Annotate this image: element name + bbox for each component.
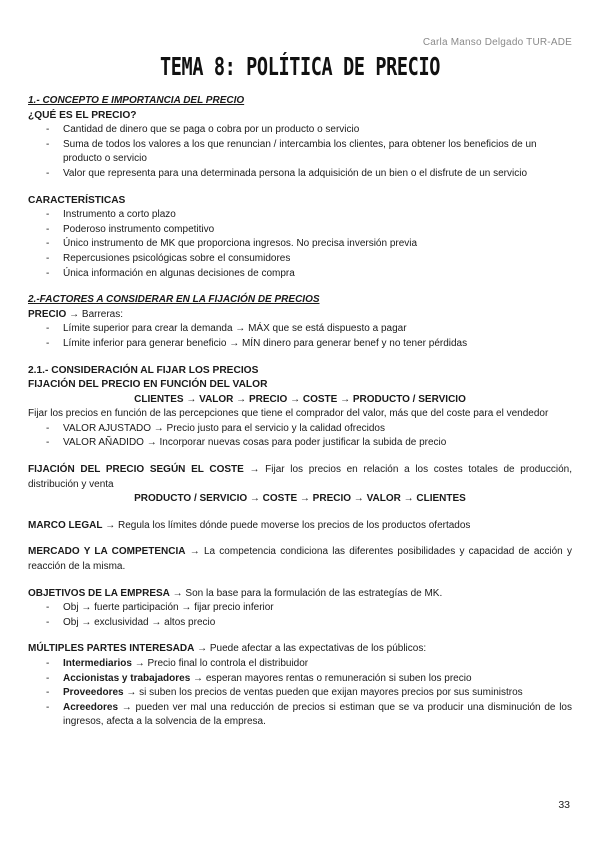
precio-label: PRECIO xyxy=(28,308,67,320)
stakeholders-list xyxy=(28,657,572,730)
stakeholder-text: → si suben los precios de ventas pueden que exijan mayores precios por sus suministros xyxy=(123,687,523,699)
characteristics-heading: CARACTERÍSTICAS xyxy=(28,194,126,206)
stakeholder-label: Acreedores xyxy=(63,701,119,713)
objetivos-paragraph xyxy=(28,587,572,602)
precio-line xyxy=(28,308,572,323)
stakeholder-label: Intermediarios xyxy=(63,658,132,669)
valor-list xyxy=(28,422,572,451)
list-item xyxy=(28,701,572,730)
objetivos-list xyxy=(28,601,572,630)
objetivos-text: → Son la base para la formulación de las estrategías de MK. xyxy=(169,587,443,599)
list-item: - Poderoso instrumento competitivo xyxy=(28,223,572,238)
page-number: 33 xyxy=(558,799,570,811)
list-item: - Límite inferior para generar beneficio → MÍN dinero para generar benef y no tener pérdidas xyxy=(28,337,572,352)
stakeholder-text: → esperan mayores rentas o remuneración si suben los precio xyxy=(190,672,472,684)
stakeholder-label: Accionistas y trabajadores xyxy=(63,672,191,684)
mercado-label: MERCADO Y LA COMPETENCIA xyxy=(28,546,186,558)
coste-paragraph xyxy=(28,463,572,492)
list-item: - Obj → exclusividad → altos precio xyxy=(28,616,572,631)
multiples-paragraph xyxy=(28,642,572,657)
section-heading-2-1: 2.1.- CONSIDERACIÓN AL FIJAR LOS PRECIOS xyxy=(28,364,259,376)
list-item: - Límite superior para crear la demanda → MÁX que se está dispuesto a pagar xyxy=(28,322,572,337)
list-item: - VALOR AJUSTADO → Precio justo para el servicio y la calidad ofrecidos xyxy=(28,422,572,437)
mercado-paragraph xyxy=(28,545,572,574)
valor-heading: FIJACIÓN DEL PRECIO EN FUNCIÓN DEL VALOR xyxy=(28,379,268,391)
multiples-label: MÚLTIPLES PARTES INTERESADA xyxy=(28,643,195,655)
precio-text: → Barreras: xyxy=(66,308,124,320)
author-name: Carla Manso Delgado TUR-ADE xyxy=(422,37,572,48)
coste-text: → Fijar los precios en relación a los costes totales de producción, distribución y venta xyxy=(28,464,572,490)
marco-label: MARCO LEGAL xyxy=(28,519,103,531)
list-item: - Único instrumento de MK que proporciona ingresos. No precisa inversión previa xyxy=(28,237,572,252)
mercado-text: → La competencia condiciona las diferentes posibilidades y capacidad de acción y reacción de la misma. xyxy=(28,546,572,573)
stakeholder-text: → Precio final lo controla el distribuidor xyxy=(131,658,309,669)
list-item: - Valor que representa para una determinada persona la adquisición de un bien o el disfrute de un servicio xyxy=(28,167,572,182)
valor-text: Fijar los precios en función de las percepciones que tiene el comprador del valor, más que del coste para el vendedor xyxy=(28,408,549,420)
question-heading: ¿QUÉ ES EL PRECIO? xyxy=(28,109,137,121)
marco-text: → Regula los límites dónde puede moverse los precios de los productos ofertados xyxy=(102,519,471,531)
marco-paragraph xyxy=(28,519,572,534)
definition-list xyxy=(28,123,572,181)
list-item: - Repercusiones psicológicas sobre el consumidores xyxy=(28,252,572,267)
stakeholder-text: → pueden ver mal una reducción de precios si estiman que se va producir una disminución de los ingresos, afecta a la solvencia de la empresa. xyxy=(63,701,572,728)
list-item: - VALOR AÑADIDO → Incorporar nuevas cosas para poder justificar la subida de precio xyxy=(28,436,572,451)
section-heading-2: 2.-FACTORES A CONSIDERAR EN LA FIJACIÓN DE PRECIOS xyxy=(28,294,320,306)
characteristics-list xyxy=(28,208,572,281)
list-item xyxy=(28,672,572,687)
document-body xyxy=(28,94,572,730)
barriers-list xyxy=(28,322,572,351)
valor-chain: CLIENTES → VALOR → PRECIO → COSTE → PRODUCTO / SERVICIO xyxy=(134,393,466,405)
list-item: - Obj → fuerte participación → fijar precio inferior xyxy=(28,601,572,616)
section-heading-1: 1.- CONCEPTO E IMPORTANCIA DEL PRECIO xyxy=(28,95,245,106)
objetivos-label: OBJETIVOS DE LA EMPRESA xyxy=(28,587,170,599)
stakeholder-label: Proveedores xyxy=(63,687,124,699)
page-title: TEMA 8: POLÍTICA DE PRECIO xyxy=(160,52,440,81)
list-item: - Única información en algunas decisiones de compra xyxy=(28,267,572,282)
list-item: - Suma de todos los valores a los que renuncian / intercambia los clientes, para obtener los beneficios de un producto o servicio xyxy=(28,138,572,167)
multiples-text: → Puede afectar a las expectativas de los públicos: xyxy=(194,643,427,655)
list-item xyxy=(28,657,572,672)
list-item xyxy=(28,686,572,701)
coste-chain: PRODUCTO / SERVICIO → COSTE → PRECIO → VALOR → CLIENTES xyxy=(134,493,466,505)
coste-label: FIJACIÓN DEL PRECIO SEGÚN EL COSTE xyxy=(28,464,244,476)
list-item: - Instrumento a corto plazo xyxy=(28,208,572,223)
list-item: - Cantidad de dinero que se paga o cobra por un producto o servicio xyxy=(28,123,572,138)
